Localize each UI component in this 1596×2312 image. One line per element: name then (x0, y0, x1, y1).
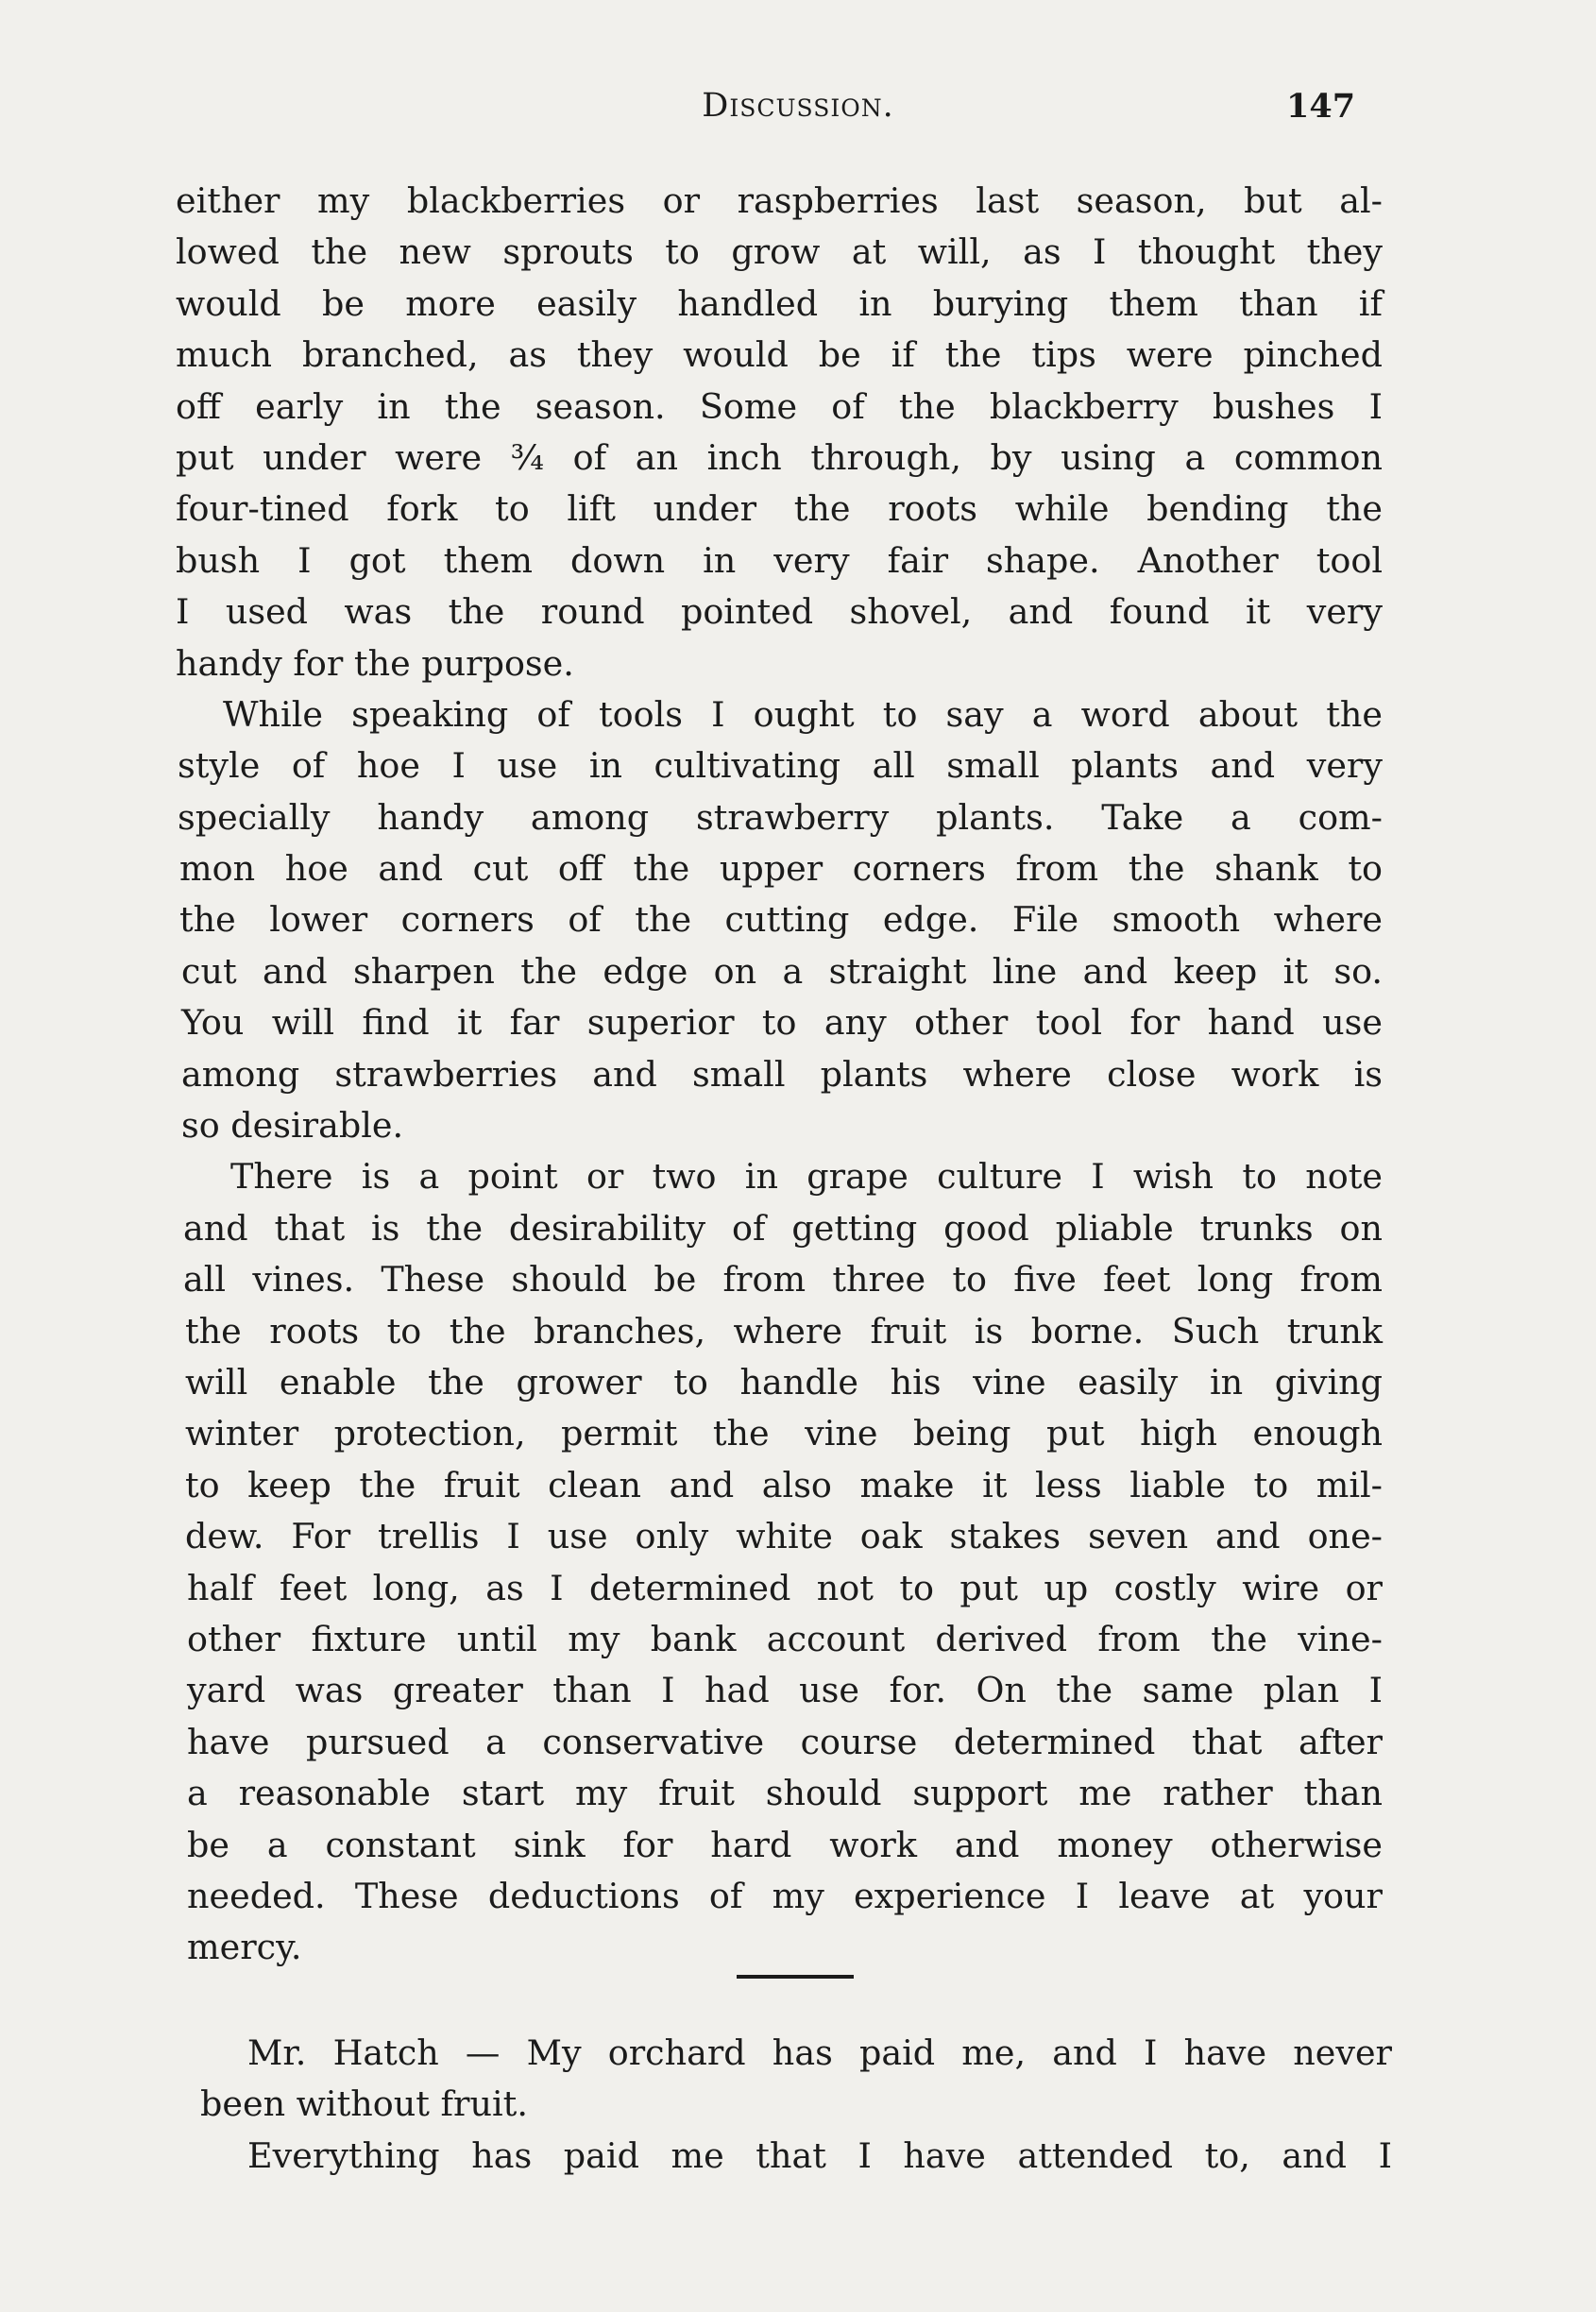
text-line: Mr. Hatch — My orchard has paid me, and I have never (247, 2032, 1392, 2073)
page-number: 147 (1286, 87, 1356, 126)
text-line: specially handy among strawberry plants. Take a com- (178, 796, 1383, 838)
text-line: be a constant sink for hard work and money otherwise (187, 1824, 1383, 1865)
text-line: You will find it far superior to any other tool for hand use (181, 1002, 1383, 1044)
discussion-text (200, 2028, 1392, 2182)
text-line: Everything has paid me that I have attended to, and I (247, 2134, 1392, 2176)
text-line: cut and sharpen the edge on a straight line and keep it so. (181, 950, 1383, 992)
text-line: style of hoe I use in cultivating all small plants and very (178, 745, 1383, 787)
text-line: put under were ¾ of an inch through, by using a common (176, 436, 1383, 478)
text-line: much branched, as they would be if the tips were pinched (176, 334, 1383, 376)
text-line: bush I got them down in very fair shape. Another tool (176, 539, 1383, 581)
text-line: and that is the desirability of getting good pliable trunks on (183, 1207, 1383, 1249)
running-head-title: Discussion. (702, 87, 894, 125)
text-line: would be more easily handled in burying them than if (176, 282, 1383, 324)
text-line: all vines. These should be from three to five feet long from (183, 1259, 1383, 1300)
text-line: I used was the round pointed shovel, and found it very (176, 591, 1383, 633)
text-line: other fixture until my bank account derived from the vine- (187, 1618, 1383, 1659)
section-divider (737, 1975, 854, 1979)
text-line: a reasonable start my fruit should support me rather than (187, 1773, 1383, 1814)
text-line: dew. For trellis I use only white oak stakes seven and one- (185, 1516, 1383, 1557)
text-line: lowed the new sprouts to grow at will, as I thought they (176, 231, 1383, 273)
text-line: the lower corners of the cutting edge. File smooth where (179, 899, 1383, 941)
text-line: half feet long, as I determined not to put up costly wire or (187, 1567, 1383, 1608)
text-line: There is a point or two in grape culture I wish to note (230, 1156, 1383, 1198)
running-head (0, 83, 1596, 130)
text-line: yard was greater than I had use for. On the same plan I (187, 1670, 1383, 1711)
text-line: handy for the purpose. (176, 642, 574, 684)
text-line: winter protection, permit the vine being put high enough (185, 1413, 1383, 1454)
body-text (176, 176, 1383, 1974)
text-line: either my blackberries or raspberries last season, but al- (176, 180, 1383, 221)
text-line: among strawberries and small plants where close work is (181, 1053, 1383, 1095)
text-line: to keep the fruit clean and also make it less liable to mil- (185, 1464, 1383, 1505)
text-line: off early in the season. Some of the blackberry bushes I (176, 385, 1383, 427)
text-line: been without fruit. (200, 2083, 528, 2125)
text-line: While speaking of tools I ought to say a word about the (223, 693, 1383, 735)
text-line: so desirable. (181, 1105, 404, 1147)
text-line: four-tined fork to lift under the roots while bending the (176, 488, 1383, 530)
text-line: will enable the grower to handle his vine easily in giving (185, 1361, 1383, 1402)
text-line: needed. These deductions of my experience I leave at your (187, 1875, 1383, 1916)
text-line: mercy. (187, 1927, 302, 1968)
text-line: the roots to the branches, where fruit is borne. Such trunk (185, 1310, 1383, 1352)
text-line: mon hoe and cut off the upper corners from the shank to (179, 848, 1383, 890)
text-line: have pursued a conservative course determined that after (187, 1721, 1383, 1762)
